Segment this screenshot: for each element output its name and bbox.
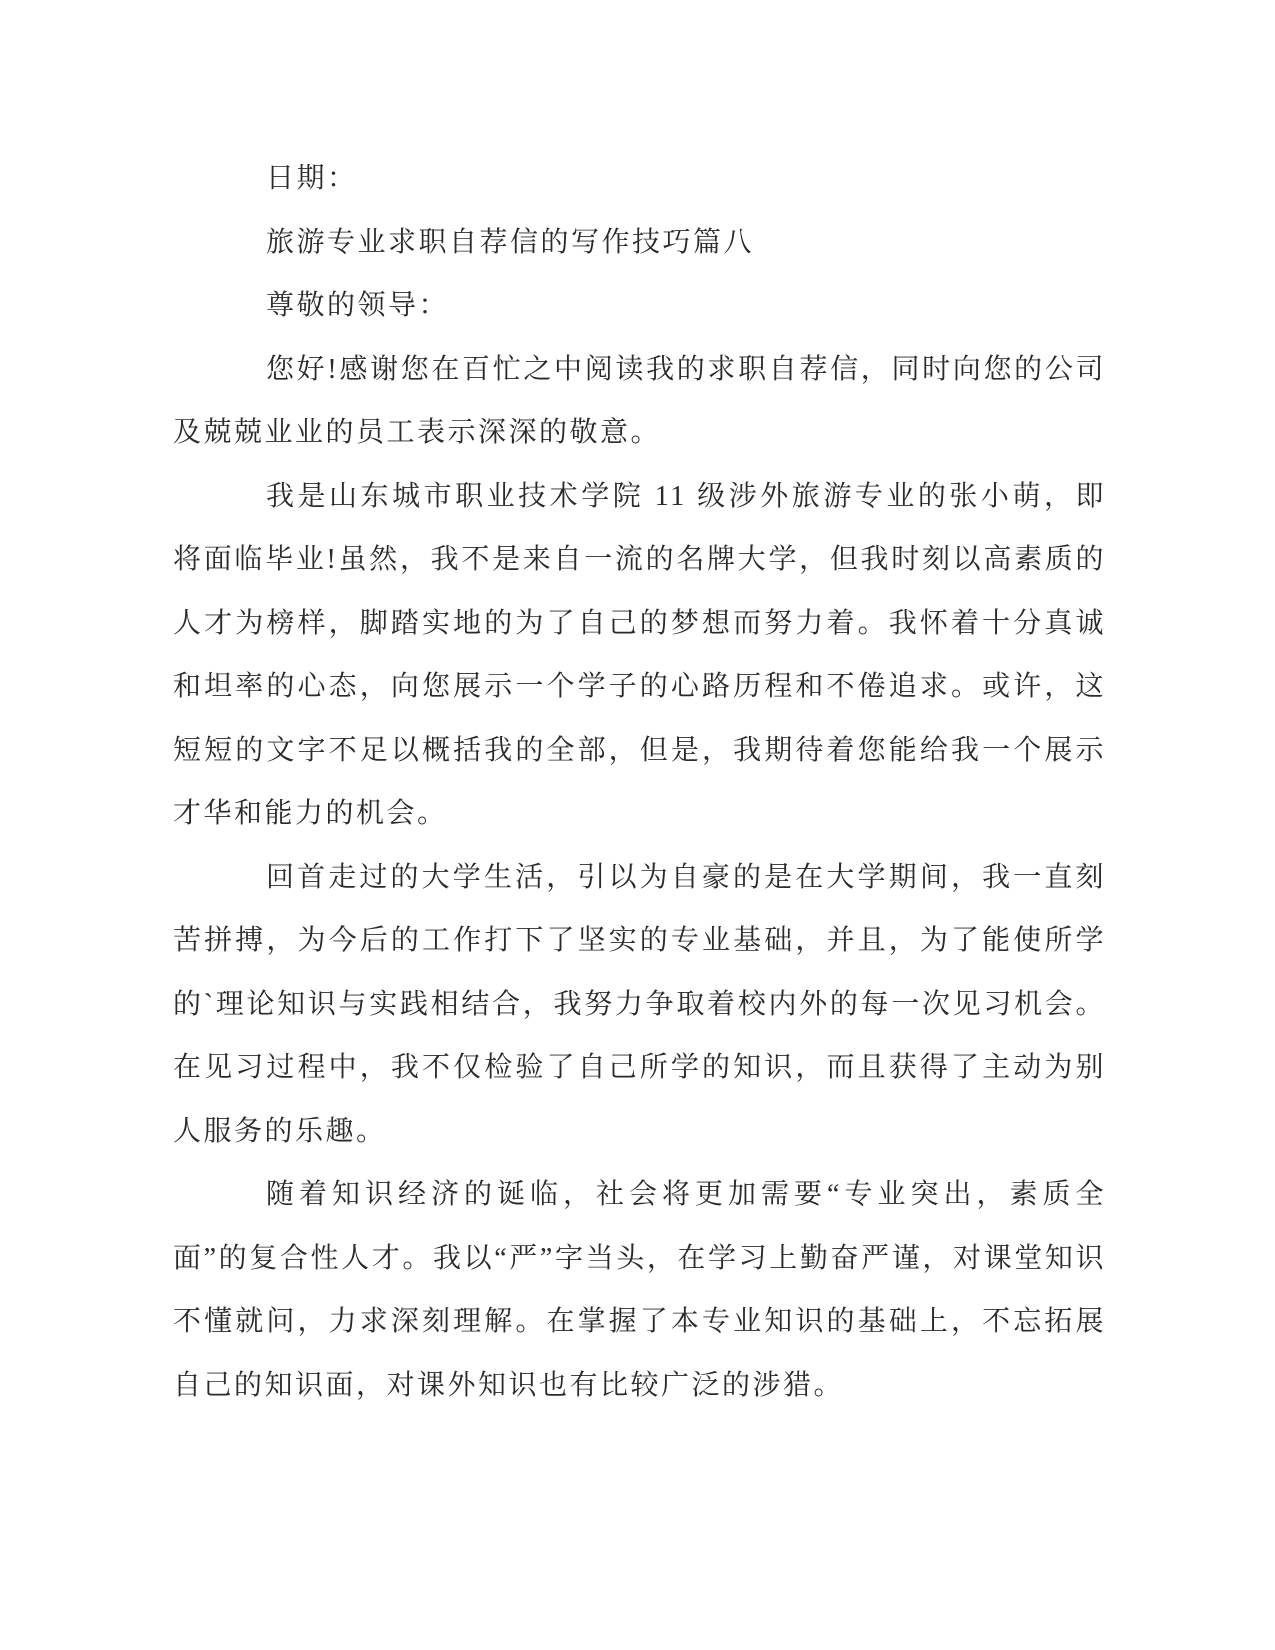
paragraph: 旅游专业求职自荐信的写作技巧篇八 <box>266 226 755 258</box>
paragraph: 我是山东城市职业技术学院 11 级涉外旅游专业的张小萌，即将面临毕业!虽然，我不是来自一流的名牌大学，但我时刻以高素质的人才为榜样，脚踏实地的为了自己的梦想而努力着。我怀着十分真诚和坦率的心态，向您展示一个学子的心路历程和不倦追求。或许，这短短的文字不足以概括我的全部，但是，我期待着您能给我一个展示才华和能力的机会。 <box>173 480 1106 829</box>
paragraph: 尊敬的领导： <box>266 290 450 321</box>
letter-body <box>173 147 1106 1417</box>
paragraph: 您好!感谢您在百忙之中阅读我的求职自荐信，同时向您的公司及兢兢业业的员工表示深深的敬意。 <box>173 353 1106 448</box>
paragraph: 随着知识经济的诞临，社会将更加需要“专业突出，素质全面”的复合性人才。我以“严”字当头，在学习上勤奋严谨，对课堂知识不懂就问，力求深刻理解。在掌握了本专业知识的基础上，不忘拓展自己的知识面，对课外知识也有比较广泛的涉猎。 <box>173 1179 1106 1401</box>
paragraph: 日期： <box>266 163 358 194</box>
paragraph: 回首走过的大学生活，引以为自豪的是在大学期间，我一直刻苦拼搏，为今后的工作打下了坚实的专业基础，并且，为了能使所学的`理论知识与实践相结合，我努力争取着校内外的每一次见习机会。在见习过程中，我不仅检验了自己所学的知识，而且获得了主动为别人服务的乐趣。 <box>173 861 1106 1147</box>
